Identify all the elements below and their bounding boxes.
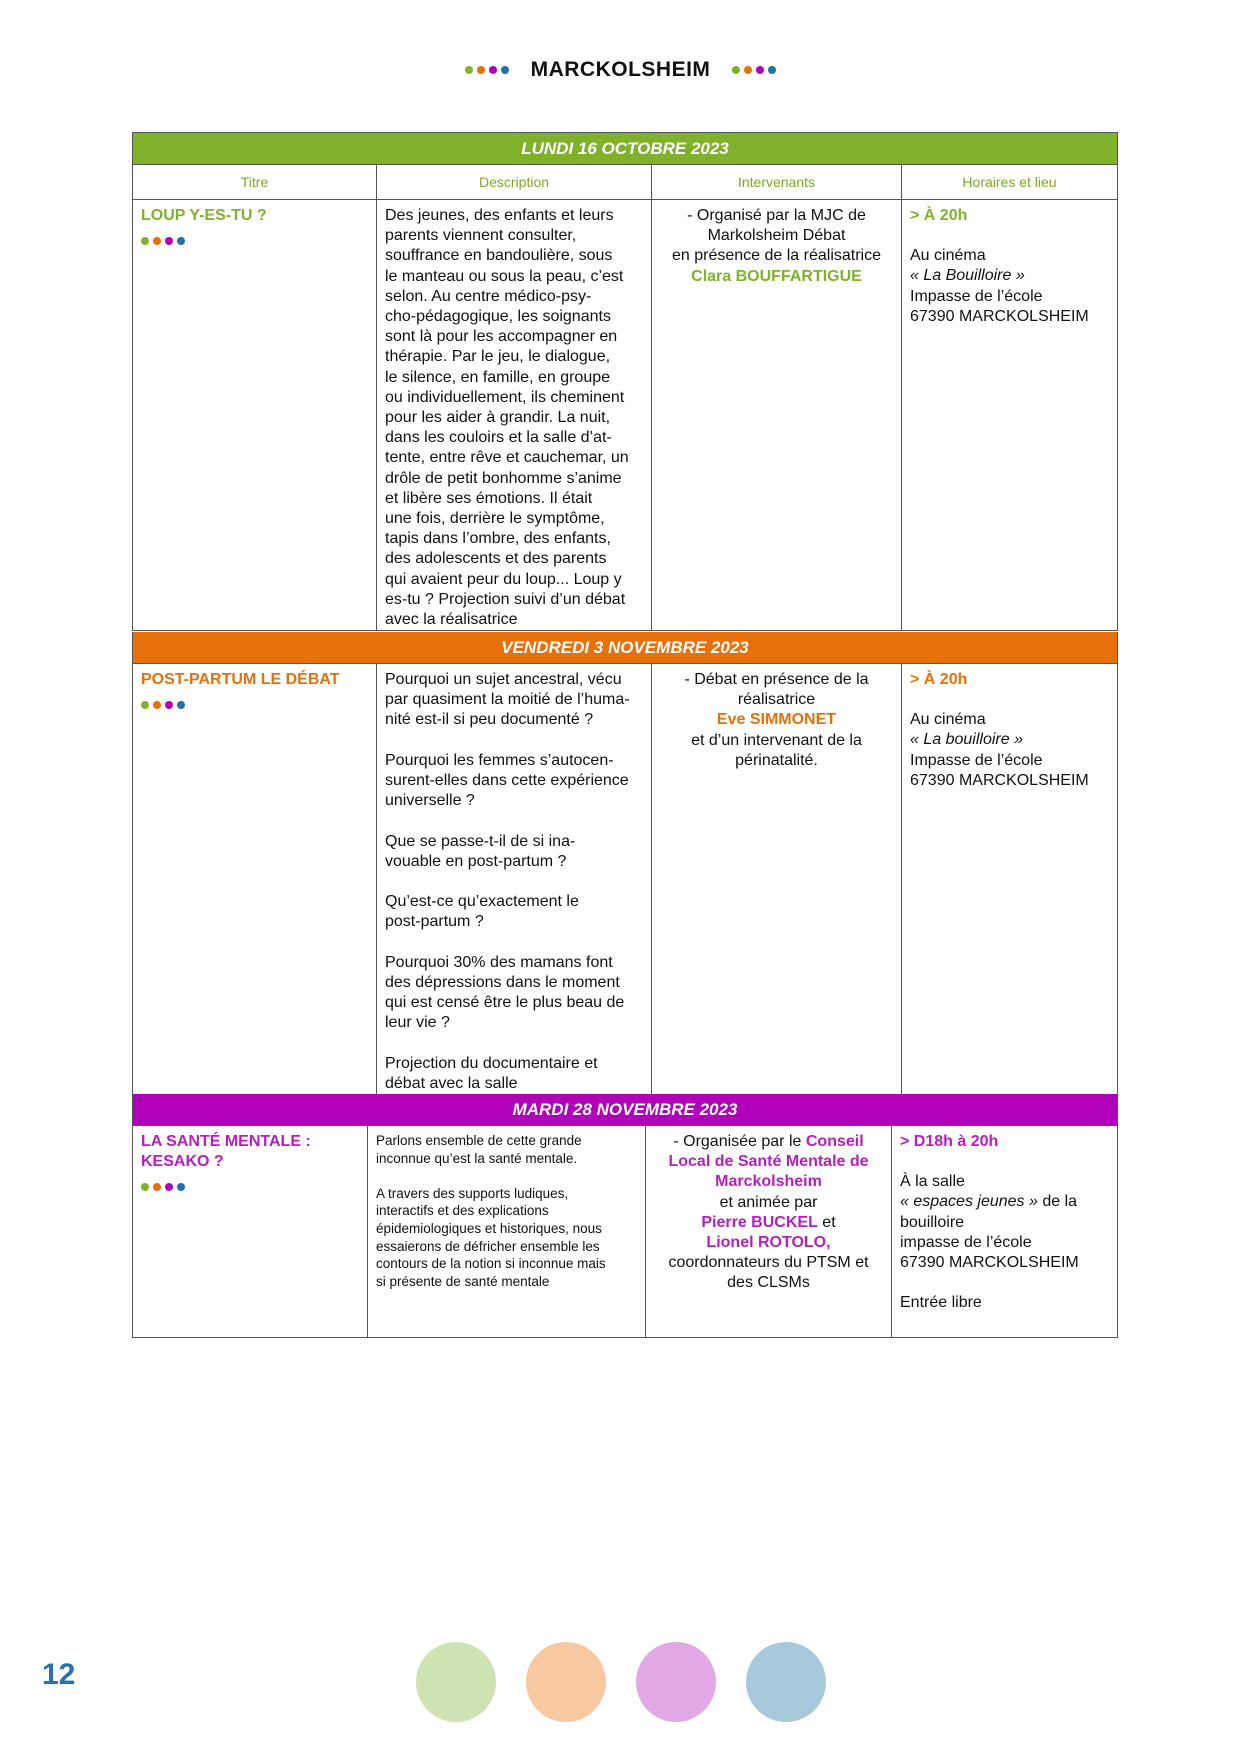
- page-number: 12: [42, 1658, 76, 1691]
- dot-icon: [153, 701, 161, 709]
- event-description: Des jeunes, des enfants et leurs parents viennent consulter, souffrance en bandoulière, sous le manteau ou sous la peau, c’est selon. Au centre médico-psy- cho-pédagogique, les soignants sont là pour les accompagner en thérapie. Par le jeu, le dialogue, le silence, en famille, en groupe ou individuellement, ils cheminent pour les aider à grandir. La nuit, dans les couloirs et la salle d’at- tente, entre rêve et cauchemar, un drôle de petit bonhomme s’anime et libère ses émotions. Il était une fois, derrière le symptôme, tapis dans l’ombre, des enfants, des adolescents et des parents qui avaient peur du loup... Loup y es-tu ? Projection suivi d’un débat avec la réalisatrice: [377, 200, 652, 630]
- footer-circles: [0, 1642, 1241, 1722]
- decorative-dots: [141, 237, 185, 245]
- speaker-name: Eve SIMMONET: [716, 711, 837, 729]
- venue-line: Au cinéma: [910, 711, 986, 729]
- speaker-line: - Organisé par la MJC de: [687, 207, 866, 224]
- venue-name: « La Bouilloire »: [910, 267, 1025, 285]
- violet-circle-icon: [636, 1642, 716, 1722]
- dot-icon: [744, 66, 752, 74]
- event-date-band: LUNDI 16 OCTOBRE 2023: [133, 133, 1117, 165]
- speaker-name: Pierre BUCKEL: [701, 1213, 818, 1231]
- dot-icon: [177, 1183, 185, 1191]
- decorative-dots: [141, 1183, 185, 1191]
- event-title: LA SANTÉ MENTALE :: [141, 1133, 311, 1150]
- orange-circle-icon: [526, 1642, 606, 1722]
- event-title: POST-PARTUM LE DÉBAT: [141, 671, 340, 688]
- venue-line: bouilloire: [900, 1213, 965, 1231]
- dot-icon: [141, 701, 149, 709]
- dot-icon: [141, 237, 149, 245]
- admission-note: Entrée libre: [900, 1294, 982, 1312]
- speaker-line: - Débat en présence de la: [684, 671, 869, 688]
- speaker-text: et: [822, 1213, 836, 1231]
- dot-icon: [165, 237, 173, 245]
- event-description: Parlons ensemble de cette grande inconnue qu’est la santé mentale. A travers des supports ludiques, interactifs et des explications épidemiologiques et historiques, nous essaierons de défricher ensemble les contours de la notion si inconnue mais si présente de santé mentale: [368, 1126, 646, 1337]
- column-header-speakers: Intervenants: [652, 165, 902, 199]
- speaker-line: réalisatrice: [737, 691, 816, 709]
- event-title: KESAKO ?: [141, 1153, 224, 1171]
- event-time: > À 20h: [910, 671, 968, 688]
- decorative-dots-left: [465, 66, 509, 74]
- venue-name: « espaces jeunes »: [900, 1193, 1038, 1211]
- venue-line: Impasse de l’école: [910, 287, 1043, 305]
- event-table-1: [132, 132, 1118, 631]
- speaker-line: [654, 1132, 883, 1152]
- dot-icon: [732, 66, 740, 74]
- dot-icon: [153, 237, 161, 245]
- event-title: LOUP Y-ES-TU ?: [141, 207, 267, 224]
- speaker-line: [654, 1213, 883, 1233]
- speaker-line: et d’un intervenant de la: [691, 731, 862, 749]
- event-title-cell: [133, 1126, 368, 1337]
- event-title-cell: [133, 664, 377, 1095]
- event-schedule: [902, 664, 1117, 1095]
- organizer-name: Local de Santé Mentale de: [668, 1153, 869, 1171]
- venue-line: 67390 MARCKOLSHEIM: [900, 1254, 1079, 1272]
- venue-line: À la salle: [900, 1173, 965, 1191]
- dot-icon: [165, 701, 173, 709]
- page-header: [0, 58, 1241, 82]
- event-row: [133, 200, 1117, 631]
- page-title: MARCKOLSHEIM: [530, 58, 711, 81]
- event-table-2: [132, 632, 1118, 1096]
- organizer-name: Marckolsheim: [715, 1173, 822, 1191]
- event-schedule: [892, 1126, 1117, 1337]
- event-date-band: MARDI 28 NOVEMBRE 2023: [133, 1094, 1117, 1126]
- venue-name: « La bouilloire »: [910, 731, 1023, 749]
- venue-line: impasse de l’école: [900, 1233, 1032, 1251]
- speaker-name: Lionel ROTOLO,: [706, 1234, 831, 1252]
- event-schedule: [902, 200, 1117, 630]
- speaker-name: Clara BOUFFARTIGUE: [691, 267, 862, 285]
- column-header-description: Description: [377, 165, 652, 199]
- dot-icon: [165, 1183, 173, 1191]
- speaker-line: périnatalité.: [735, 751, 818, 769]
- dot-icon: [153, 1183, 161, 1191]
- event-row: [133, 1126, 1117, 1338]
- column-header-title: Titre: [133, 165, 377, 199]
- dot-icon: [465, 66, 473, 74]
- dot-icon: [501, 66, 509, 74]
- speaker-line: des CLSMs: [727, 1274, 810, 1292]
- dot-icon: [177, 701, 185, 709]
- venue-line: [900, 1192, 1109, 1212]
- event-row: [133, 664, 1117, 1096]
- dot-icon: [756, 66, 764, 74]
- decorative-dots: [141, 701, 185, 709]
- dot-icon: [768, 66, 776, 74]
- decorative-dots-right: [732, 66, 776, 74]
- event-time: > D18h à 20h: [900, 1133, 999, 1150]
- dot-icon: [177, 237, 185, 245]
- venue-text: de la: [1042, 1193, 1078, 1211]
- venue-line: Au cinéma: [910, 247, 986, 265]
- event-speakers: [652, 664, 902, 1095]
- speaker-line: en présence de la réalisatrice: [671, 247, 881, 265]
- speaker-line: Markolsheim Débat: [707, 227, 846, 245]
- event-description: Pourquoi un sujet ancestral, vécu par quasiment la moitié de l’huma- nité est-il si peu documenté ? Pourquoi les femmes s’autocen- surent-elles dans cette expérience universelle ? Que se passe-t-il de si ina- vouable en post-partum ? Qu’est-ce qu’exactement le post-partum ? Pourquoi 30% des mamans font des dépressions dans le moment qui est censé être le plus beau de leur vie ? Projection du documentaire et débat avec la salle: [377, 664, 652, 1095]
- speaker-line: et animée par: [719, 1193, 818, 1211]
- column-headers: [133, 165, 1117, 200]
- venue-line: 67390 MARCKOLSHEIM: [910, 771, 1089, 789]
- venue-line: Impasse de l’école: [910, 751, 1043, 769]
- speaker-line: coordonnateurs du PTSM et: [668, 1254, 869, 1272]
- event-time: > À 20h: [910, 207, 968, 224]
- venue-line: 67390 MARCKOLSHEIM: [910, 307, 1089, 325]
- speaker-text: - Organisée par le: [673, 1133, 802, 1150]
- event-date-band: VENDREDI 3 NOVEMBRE 2023: [133, 632, 1117, 664]
- event-table-3: [132, 1094, 1118, 1338]
- dot-icon: [477, 66, 485, 74]
- dot-icon: [489, 66, 497, 74]
- event-title-cell: [133, 200, 377, 630]
- event-speakers: [652, 200, 902, 630]
- dot-icon: [141, 1183, 149, 1191]
- column-header-schedule: Horaires et lieu: [962, 174, 1057, 190]
- organizer-name: Conseil: [805, 1133, 864, 1150]
- event-speakers: [646, 1126, 892, 1337]
- blue-circle-icon: [746, 1642, 826, 1722]
- green-circle-icon: [416, 1642, 496, 1722]
